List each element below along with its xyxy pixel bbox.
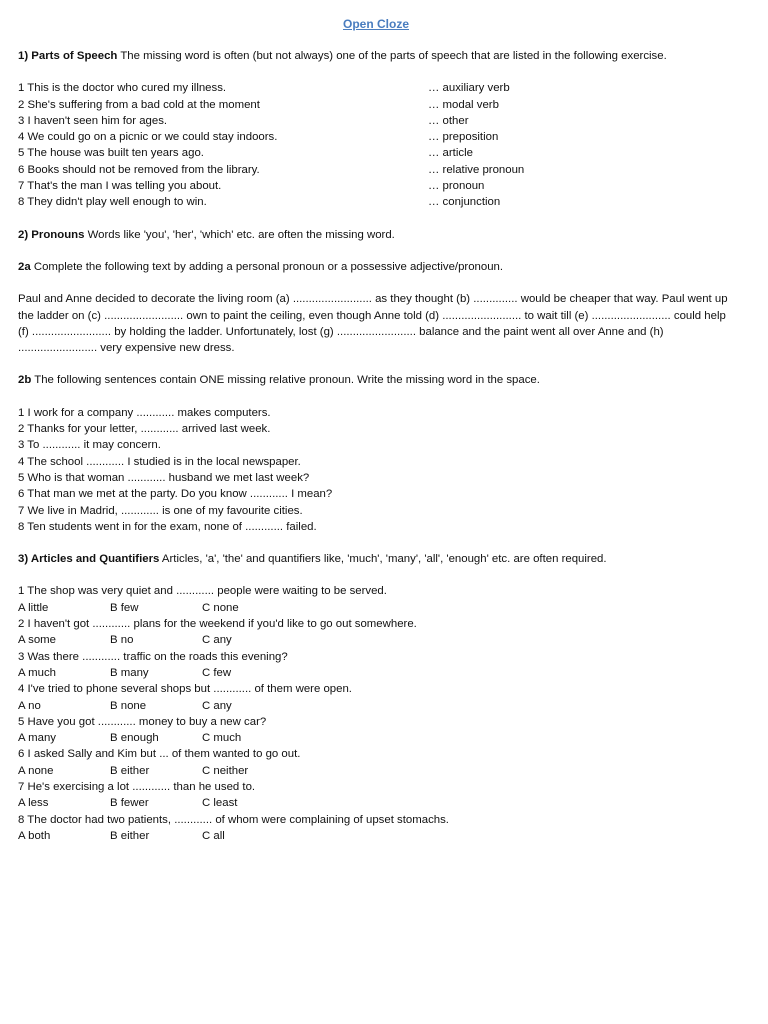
question-item [18, 616, 734, 649]
option-c: C few [202, 666, 232, 679]
relative-pronoun-list [18, 405, 734, 535]
list-item: 2 She's suffering from a bad cold at the moment … modal verb [18, 98, 499, 111]
question-item [18, 779, 734, 812]
option-c: C any [202, 699, 232, 712]
question-item [18, 681, 734, 714]
answer-options [18, 698, 734, 714]
list-item: 4 The school ............ I studied is in the local newspaper. [18, 455, 301, 468]
option-c: C neither [202, 764, 249, 777]
option-a: A less [18, 797, 49, 810]
option-a: A no [18, 699, 41, 712]
section-3-heading: 3) Articles and Quantifiers [18, 553, 160, 566]
question-item [18, 812, 734, 845]
option-a: A both [18, 829, 51, 842]
document-title[interactable]: Open Cloze [342, 17, 409, 31]
option-b: B fewer [110, 797, 149, 810]
quantifier-questions [18, 583, 734, 844]
question-text: 5 Have you got ............ money to buy a new car? [18, 715, 267, 728]
question-item [18, 583, 734, 616]
document-page [18, 16, 734, 844]
option-b: B many [110, 666, 149, 679]
answer-options [18, 795, 734, 811]
section-2a-intro: 2a Complete the following text by adding a personal pronoun or a possessive adjective/pronoun. [18, 260, 504, 273]
section-1-heading: 1) Parts of Speech [18, 50, 118, 62]
list-item: 7 That's the man I was telling you about. … pronoun [18, 180, 485, 193]
section-2b-intro: 2b The following sentences contain ONE missing relative pronoun. Write the missing word in the space. [18, 374, 540, 387]
list-item: 3 To ............ it may concern. [18, 439, 161, 452]
list-item: 5 Who is that woman ............ husband we met last week? [18, 471, 310, 484]
answer-options [18, 632, 734, 648]
list-item: 1 I work for a company ............ makes computers. [18, 406, 271, 419]
list-item: 6 Books should not be removed from the library. … relative pronoun [18, 163, 525, 176]
section-2-intro: 2) Pronouns Words like 'you', 'her', 'which' etc. are often the missing word. [18, 228, 395, 241]
answer-options [18, 730, 734, 746]
list-item: 5 The house was built ten years ago. … article [18, 147, 473, 160]
option-c: C any [202, 634, 232, 647]
list-item: 8 They didn't play well enough to win. … conjunction [18, 196, 501, 209]
option-c: C least [202, 797, 238, 810]
question-item [18, 746, 734, 779]
list-item: 7 We live in Madrid, ............ is one of my favourite cities. [18, 504, 303, 517]
question-item [18, 649, 734, 682]
option-c: C none [202, 601, 239, 614]
section-2a-label: 2a [18, 260, 31, 273]
option-a: A none [18, 764, 54, 777]
option-c: C much [202, 732, 242, 745]
section-2b-label: 2b [18, 374, 32, 387]
answer-options [18, 828, 734, 844]
option-b: B no [110, 634, 134, 647]
question-text: 1 The shop was very quiet and ............ people were waiting to be served. [18, 585, 387, 598]
question-text: 2 I haven't got ............ plans for the weekend if you'd like to go out somewhere. [18, 618, 417, 631]
question-text: 8 The doctor had two patients, ............ of whom were complaining of upset stomachs. [18, 813, 449, 826]
option-b: B none [110, 699, 147, 712]
list-item: 2 Thanks for your letter, ............ arrived last week. [18, 423, 271, 436]
question-text: 6 I asked Sally and Kim but ... of them wanted to go out. [18, 748, 301, 761]
option-b: B enough [110, 732, 159, 745]
parts-of-speech-list [18, 80, 734, 210]
answer-options [18, 763, 734, 779]
list-item: 3 I haven't seen him for ages. … other [18, 114, 469, 127]
question-text: 3 Was there ............ traffic on the roads this evening? [18, 650, 288, 663]
section-2a-text: Paul and Anne decided to decorate the living room (a) ......................... as they thought (b) .............. would be cheaper that way. Paul went up the ladder on (c) ......................... own to paint the ceiling, even though Anne told (d) ......................... to wait till (e) ......................... could help (f) ......................... by holding the ladder. Unfortunately, lost (g) ......................... balance and the paint went all over Anne and (h) ......................... very expensive new dress. [18, 293, 728, 355]
list-item: 1 This is the doctor who cured my illness. … auxiliary verb [18, 82, 510, 95]
option-a: A some [18, 634, 56, 647]
answer-options [18, 600, 734, 616]
option-b: B either [110, 764, 150, 777]
section-3-intro: 3) Articles and Quantifiers Articles, 'a', 'the' and quantifiers like, 'much', 'many', 'all', 'enough' etc. are often required. [18, 553, 607, 566]
option-b: B either [110, 829, 150, 842]
list-item: 8 Ten students went in for the exam, none of ............ failed. [18, 520, 317, 533]
question-item [18, 714, 734, 747]
question-text: 7 He's exercising a lot ............ than he used to. [18, 780, 256, 793]
option-c: C all [202, 829, 225, 842]
section-2-heading: 2) Pronouns [18, 228, 85, 241]
section-1-intro: 1) Parts of Speech The missing word is often (but not always) one of the parts of speech that are listed in the following exercise. [18, 50, 667, 62]
option-a: A little [18, 601, 49, 614]
option-a: A much [18, 666, 56, 679]
list-item: 4 We could go on a picnic or we could stay indoors. … preposition [18, 131, 499, 144]
option-a: A many [18, 732, 56, 745]
answer-options [18, 665, 734, 681]
list-item: 6 That man we met at the party. Do you know ............ I mean? [18, 488, 333, 501]
question-text: 4 I've tried to phone several shops but ............ of them were open. [18, 683, 352, 696]
option-b: B few [110, 601, 139, 614]
